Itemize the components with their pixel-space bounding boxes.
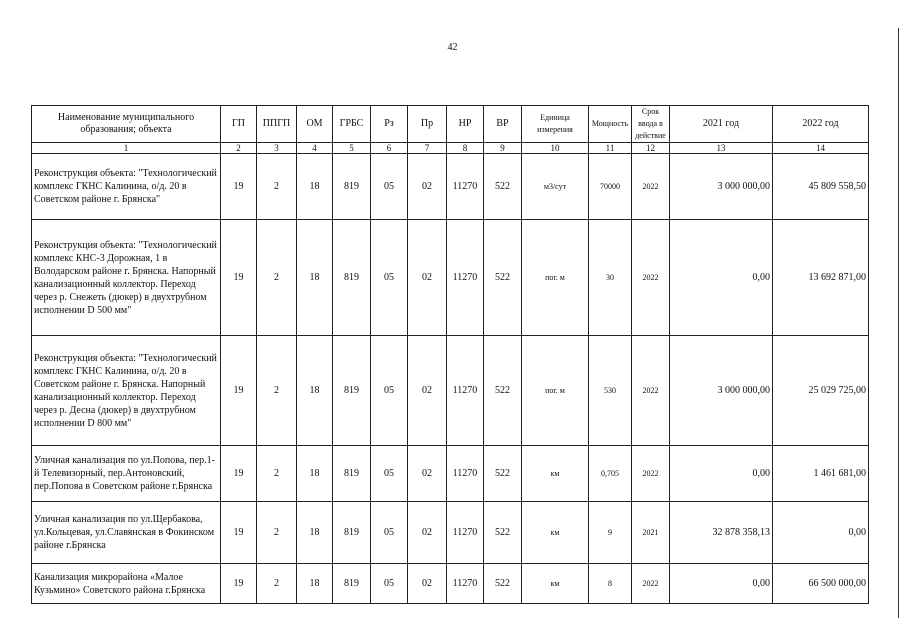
grbs-cell: 819 (333, 446, 371, 502)
capacity-cell: 30 (589, 220, 632, 336)
object-name: Реконструкция объекта: "Технологический комплекс КНС-3 Дорожная, 1 в Володарском районе г. Брянска. Напорный канализационный коллектор. Переход через р. Снежеть (дюкер) в двухтрубном исполнении D 500 мм" (32, 220, 221, 336)
pr-cell: 02 (408, 336, 447, 446)
unit-cell: пог. м (522, 336, 589, 446)
grbs-cell: 819 (333, 336, 371, 446)
vr-cell: 522 (484, 154, 522, 220)
table-row (32, 154, 869, 220)
header-ppgp: ППГП (257, 106, 297, 143)
nr-cell: 11270 (447, 154, 484, 220)
rz-cell: 05 (371, 154, 408, 220)
header-unit: Единица измерения (522, 106, 589, 143)
object-name: Уличная канализация по ул.Попова, пер.1-й Телевизорный, пер.Антоновский, пер.Попова в Советском районе г.Брянска (32, 446, 221, 502)
header-nr: НР (447, 106, 484, 143)
grbs-cell: 819 (333, 154, 371, 220)
amount-2022-cell: 25 029 725,00 (773, 336, 869, 446)
amount-2021-cell: 32 878 358,13 (670, 502, 773, 564)
column-number: 5 (333, 143, 371, 154)
header-name: Наименование муниципального образования; объекта (32, 106, 221, 143)
commission-year-cell: 2022 (632, 564, 670, 604)
column-number: 12 (632, 143, 670, 154)
column-number: 9 (484, 143, 522, 154)
pr-cell: 02 (408, 220, 447, 336)
om-cell: 18 (297, 220, 333, 336)
table-row (32, 446, 869, 502)
amount-2021-cell: 0,00 (670, 446, 773, 502)
header-vr: ВР (484, 106, 522, 143)
nr-cell: 11270 (447, 220, 484, 336)
rz-cell: 05 (371, 446, 408, 502)
nr-cell: 11270 (447, 564, 484, 604)
capacity-cell: 9 (589, 502, 632, 564)
pr-cell: 02 (408, 564, 447, 604)
table-row (32, 220, 869, 336)
column-number: 11 (589, 143, 632, 154)
commission-year-cell: 2022 (632, 336, 670, 446)
header-grbs: ГРБС (333, 106, 371, 143)
gp-cell: 19 (221, 154, 257, 220)
table-row (32, 564, 869, 604)
unit-cell: км (522, 446, 589, 502)
capacity-cell: 0,705 (589, 446, 632, 502)
commission-year-cell: 2021 (632, 502, 670, 564)
gp-cell: 19 (221, 220, 257, 336)
object-name: Реконструкция объекта: "Технологический комплекс ГКНС Калинина, о/д. 20 в Советском районе г. Брянска. Напорный канализационный коллектор. Переход через р. Десна (дюкер) в двухтрубном исполнении D 800 мм" (32, 336, 221, 446)
ppgp-cell: 2 (257, 336, 297, 446)
amount-2022-cell: 45 809 558,50 (773, 154, 869, 220)
om-cell: 18 (297, 154, 333, 220)
header-commission-date: Срок ввода в действие (632, 106, 670, 143)
om-cell: 18 (297, 564, 333, 604)
column-number: 1 (32, 143, 221, 154)
pr-cell: 02 (408, 502, 447, 564)
header-capacity: Мощность (589, 106, 632, 143)
commission-year-cell: 2022 (632, 446, 670, 502)
column-number: 13 (670, 143, 773, 154)
pr-cell: 02 (408, 446, 447, 502)
budget-table (31, 105, 869, 604)
vr-cell: 522 (484, 446, 522, 502)
page-number: 42 (447, 42, 458, 53)
column-number-row (32, 143, 869, 154)
rz-cell: 05 (371, 220, 408, 336)
ppgp-cell: 2 (257, 502, 297, 564)
column-number: 6 (371, 143, 408, 154)
commission-year-cell: 2022 (632, 220, 670, 336)
ppgp-cell: 2 (257, 220, 297, 336)
amount-2021-cell: 0,00 (670, 564, 773, 604)
amount-2022-cell: 0,00 (773, 502, 869, 564)
object-name: Реконструкция объекта: "Технологический комплекс ГКНС Калинина, о/д. 20 в Советском районе г. Брянска" (32, 154, 221, 220)
capacity-cell: 530 (589, 336, 632, 446)
header-row (32, 106, 869, 143)
vr-cell: 522 (484, 336, 522, 446)
unit-cell: пог. м (522, 220, 589, 336)
amount-2021-cell: 3 000 000,00 (670, 154, 773, 220)
capacity-cell: 8 (589, 564, 632, 604)
column-number: 10 (522, 143, 589, 154)
table-row (32, 336, 869, 446)
om-cell: 18 (297, 446, 333, 502)
amount-2022-cell: 13 692 871,00 (773, 220, 869, 336)
vr-cell: 522 (484, 502, 522, 564)
column-number: 7 (408, 143, 447, 154)
ppgp-cell: 2 (257, 446, 297, 502)
object-name: Уличная канализация по ул.Щербакова, ул.Кольцевая, ул.Славянская в Фокинском районе г.Брянска (32, 502, 221, 564)
amount-2022-cell: 1 461 681,00 (773, 446, 869, 502)
amount-2022-cell: 66 500 000,00 (773, 564, 869, 604)
header-pr: Пр (408, 106, 447, 143)
rz-cell: 05 (371, 502, 408, 564)
gp-cell: 19 (221, 336, 257, 446)
grbs-cell: 819 (333, 564, 371, 604)
ppgp-cell: 2 (257, 154, 297, 220)
gp-cell: 19 (221, 564, 257, 604)
page-edge-line (898, 28, 899, 618)
om-cell: 18 (297, 502, 333, 564)
header-2022: 2022 год (773, 106, 869, 143)
capacity-cell: 70000 (589, 154, 632, 220)
column-number: 8 (447, 143, 484, 154)
nr-cell: 11270 (447, 336, 484, 446)
pr-cell: 02 (408, 154, 447, 220)
header-2021: 2021 год (670, 106, 773, 143)
rz-cell: 05 (371, 336, 408, 446)
header-om: ОМ (297, 106, 333, 143)
gp-cell: 19 (221, 502, 257, 564)
nr-cell: 11270 (447, 502, 484, 564)
grbs-cell: 819 (333, 502, 371, 564)
column-number: 3 (257, 143, 297, 154)
amount-2021-cell: 0,00 (670, 220, 773, 336)
commission-year-cell: 2022 (632, 154, 670, 220)
unit-cell: м3/сут (522, 154, 589, 220)
table-row (32, 502, 869, 564)
grbs-cell: 819 (333, 220, 371, 336)
column-number: 4 (297, 143, 333, 154)
header-rz: Рз (371, 106, 408, 143)
unit-cell: км (522, 502, 589, 564)
amount-2021-cell: 3 000 000,00 (670, 336, 773, 446)
column-number: 14 (773, 143, 869, 154)
gp-cell: 19 (221, 446, 257, 502)
om-cell: 18 (297, 336, 333, 446)
column-number: 2 (221, 143, 257, 154)
vr-cell: 522 (484, 564, 522, 604)
header-gp: ГП (221, 106, 257, 143)
rz-cell: 05 (371, 564, 408, 604)
unit-cell: км (522, 564, 589, 604)
vr-cell: 522 (484, 220, 522, 336)
ppgp-cell: 2 (257, 564, 297, 604)
nr-cell: 11270 (447, 446, 484, 502)
object-name: Канализация микрорайона «Малое Кузьмино» Советского района г.Брянска (32, 564, 221, 604)
